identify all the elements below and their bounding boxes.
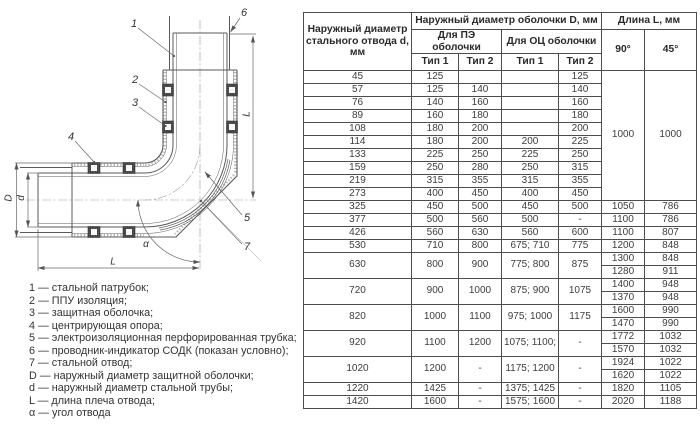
table-header-cell: Наружный диаметр оболочки D, мм bbox=[412, 13, 602, 30]
table-cell: 1000 bbox=[645, 71, 697, 201]
table-cell: 180 bbox=[412, 136, 459, 149]
table-cell: 1200 bbox=[602, 240, 645, 253]
table-cell: 1175 bbox=[559, 305, 602, 331]
table-cell: - bbox=[559, 357, 602, 383]
table-row bbox=[304, 71, 697, 84]
table-cell: 600 bbox=[559, 227, 602, 240]
legend-item bbox=[29, 320, 297, 333]
legend-item bbox=[29, 282, 297, 295]
legend-item bbox=[29, 382, 297, 395]
table-cell: 1400 bbox=[602, 279, 645, 292]
table-cell: 140 bbox=[459, 84, 502, 97]
table-cell: 948 bbox=[645, 292, 697, 305]
table-cell: 560 bbox=[412, 227, 459, 240]
table-cell: 250 bbox=[412, 162, 459, 175]
table-cell: 1032 bbox=[645, 344, 697, 357]
table-cell: 450 bbox=[412, 201, 459, 214]
table-cell: 355 bbox=[559, 175, 602, 188]
legend-item-desc: — ППУ изоляция; bbox=[35, 294, 128, 307]
table-cell: 1000 bbox=[459, 279, 502, 305]
table-cell: 948 bbox=[645, 279, 697, 292]
legend-item-key: L bbox=[29, 394, 35, 407]
legend-item-key: d bbox=[29, 382, 36, 395]
legend-item-desc: — стальной патрубок; bbox=[35, 282, 149, 294]
dimensions-table-wrap bbox=[303, 12, 696, 409]
table-cell: 500 bbox=[412, 214, 459, 227]
table-cell: 325 bbox=[304, 201, 412, 214]
table-cell: 76 bbox=[304, 97, 412, 110]
legend-item-key: 7 bbox=[29, 357, 36, 370]
table-header-cell: Тип 1 bbox=[412, 54, 459, 71]
table-row bbox=[304, 396, 697, 409]
legend-item bbox=[29, 407, 297, 420]
table-header-cell: Наружный диаметр стального отвода d, мм bbox=[304, 13, 412, 71]
legend-item bbox=[29, 295, 297, 308]
table-cell: 1020 bbox=[304, 357, 412, 383]
legend-item bbox=[29, 357, 297, 370]
table-header-cell: Тип 2 bbox=[559, 54, 602, 71]
table-cell: 1200 bbox=[459, 331, 502, 357]
table-row bbox=[304, 13, 697, 30]
table-cell: 807 bbox=[645, 227, 697, 240]
legend-item-key: 5 bbox=[29, 332, 36, 345]
legend-item-key: 6 bbox=[29, 344, 36, 357]
table-cell: 1105 bbox=[645, 383, 697, 396]
table-cell: 560 bbox=[459, 214, 502, 227]
table-cell: 1280 bbox=[602, 266, 645, 279]
table-header-cell: 45° bbox=[645, 30, 697, 71]
table-cell bbox=[502, 110, 559, 123]
table-cell: 315 bbox=[559, 162, 602, 175]
legend-item-key: α bbox=[29, 407, 36, 420]
table-cell: 786 bbox=[645, 214, 697, 227]
table-cell: 280 bbox=[459, 162, 502, 175]
table-cell: 1772 bbox=[602, 331, 645, 344]
table-cell bbox=[502, 84, 559, 97]
table-cell: 775 bbox=[559, 240, 602, 253]
legend-item-desc: — центрирующая опора; bbox=[35, 319, 163, 332]
table-cell: 219 bbox=[304, 175, 412, 188]
table-cell: 1575; 1600 bbox=[502, 396, 559, 409]
table-cell: 875; 900 bbox=[502, 279, 559, 305]
dim-label-D: D bbox=[3, 194, 15, 202]
legend-item-key: 3 bbox=[29, 307, 36, 320]
table-row bbox=[304, 279, 697, 292]
callout-4: 4 bbox=[67, 131, 75, 143]
table-cell: 400 bbox=[502, 188, 559, 201]
table-cell: 720 bbox=[304, 279, 412, 305]
callout-2: 2 bbox=[131, 74, 139, 86]
dim-label-d: d bbox=[16, 195, 27, 201]
table-cell: 250 bbox=[559, 149, 602, 162]
table-cell: 820 bbox=[304, 305, 412, 331]
table-cell: 1000 bbox=[602, 71, 645, 201]
table-cell: 426 bbox=[304, 227, 412, 240]
legend-item-desc: — наружный диаметр защитной оболочки; bbox=[36, 369, 254, 382]
table-cell: 1300 bbox=[602, 253, 645, 266]
table-header-cell: Для ПЭ оболочки bbox=[412, 30, 502, 54]
table-cell: 911 bbox=[645, 266, 697, 279]
table-cell: 450 bbox=[559, 188, 602, 201]
table-cell: 900 bbox=[412, 279, 459, 305]
legend-item-desc: — длина плеча отвода; bbox=[34, 394, 155, 407]
table-cell: 500 bbox=[502, 214, 559, 227]
table-row bbox=[304, 201, 697, 214]
legend-item-key: D bbox=[29, 369, 37, 382]
table-cell: 1600 bbox=[602, 305, 645, 318]
table-cell: 140 bbox=[412, 97, 459, 110]
table-cell: 159 bbox=[304, 162, 412, 175]
table-cell: 315 bbox=[412, 175, 459, 188]
table-cell: 1924 bbox=[602, 357, 645, 370]
table-header bbox=[304, 13, 697, 71]
table-row bbox=[304, 357, 697, 370]
table-cell: 355 bbox=[459, 175, 502, 188]
callout-1: 1 bbox=[130, 18, 138, 30]
callout-6: 6 bbox=[240, 7, 248, 19]
legend-item bbox=[29, 345, 297, 358]
table-cell: - bbox=[559, 396, 602, 409]
table-cell: 45 bbox=[304, 71, 412, 84]
dim-label-L-bottom: L bbox=[110, 256, 116, 268]
legend-item bbox=[29, 370, 297, 383]
table-cell: 800 bbox=[412, 253, 459, 279]
table-cell: 990 bbox=[645, 305, 697, 318]
table-cell: 200 bbox=[502, 136, 559, 149]
table-cell: 1425 bbox=[412, 383, 459, 396]
table-cell: 1022 bbox=[645, 370, 697, 383]
table-row bbox=[304, 305, 697, 318]
table-row bbox=[304, 214, 697, 227]
dim-label-alpha: α bbox=[143, 239, 149, 250]
table-header-cell: Длина L, мм bbox=[602, 13, 697, 30]
table-cell: 530 bbox=[304, 240, 412, 253]
table-cell bbox=[502, 123, 559, 136]
table-row bbox=[304, 383, 697, 396]
table-cell: 848 bbox=[645, 253, 697, 266]
table-cell: 400 bbox=[412, 188, 459, 201]
table-cell: - bbox=[559, 383, 602, 396]
table-cell: - bbox=[559, 331, 602, 357]
table-cell: 200 bbox=[459, 123, 502, 136]
table-cell: 1000 bbox=[412, 305, 459, 331]
table-cell: 114 bbox=[304, 136, 412, 149]
table-body bbox=[304, 71, 697, 409]
table-cell: 315 bbox=[502, 175, 559, 188]
table-cell: 1032 bbox=[645, 331, 697, 344]
table-cell: - bbox=[459, 357, 502, 383]
table-cell: 180 bbox=[459, 110, 502, 123]
table-cell: 2020 bbox=[602, 396, 645, 409]
table-header-cell: 90° bbox=[602, 30, 645, 71]
table-header-cell: Тип 1 bbox=[502, 54, 559, 71]
table-row bbox=[304, 227, 697, 240]
table-cell: 560 bbox=[502, 227, 559, 240]
table-cell: 1220 bbox=[304, 383, 412, 396]
table-cell: - bbox=[459, 396, 502, 409]
table-cell: 920 bbox=[304, 331, 412, 357]
table-cell: 1175; 1200 bbox=[502, 357, 559, 383]
table-cell: 848 bbox=[645, 240, 697, 253]
table-cell: 1200 bbox=[412, 357, 459, 383]
table-cell: 710 bbox=[412, 240, 459, 253]
table-cell: - bbox=[459, 383, 502, 396]
table-cell: 500 bbox=[559, 201, 602, 214]
table-cell: - bbox=[559, 214, 602, 227]
table-cell: 133 bbox=[304, 149, 412, 162]
table-cell: 225 bbox=[502, 149, 559, 162]
table-cell: 1050 bbox=[602, 201, 645, 214]
legend-item-desc: — защитная оболочка; bbox=[35, 307, 154, 320]
table-cell: 225 bbox=[559, 136, 602, 149]
table-cell: 900 bbox=[459, 253, 502, 279]
table-cell bbox=[502, 97, 559, 110]
table-row bbox=[304, 240, 697, 253]
table-row bbox=[304, 331, 697, 344]
table-cell: 225 bbox=[412, 149, 459, 162]
legend-item-key: 1 bbox=[29, 282, 36, 294]
table-cell: 1075 bbox=[559, 279, 602, 305]
table-cell: 250 bbox=[502, 162, 559, 175]
table-cell: 990 bbox=[645, 318, 697, 331]
dim-label-L-right: L bbox=[241, 111, 253, 117]
table-cell: 160 bbox=[459, 97, 502, 110]
table-cell: 630 bbox=[304, 253, 412, 279]
table-cell: 1100 bbox=[602, 227, 645, 240]
table-cell bbox=[502, 71, 559, 84]
legend-item bbox=[29, 395, 297, 408]
callout-leaders bbox=[75, 18, 242, 244]
table-cell: 140 bbox=[559, 84, 602, 97]
table-cell: 1570 bbox=[602, 344, 645, 357]
table-cell: 160 bbox=[412, 110, 459, 123]
table-cell: 1022 bbox=[645, 357, 697, 370]
table-cell: 250 bbox=[459, 149, 502, 162]
table-cell: 89 bbox=[304, 110, 412, 123]
table-cell: 1075; 1100; bbox=[502, 331, 559, 357]
table-cell: 200 bbox=[559, 123, 602, 136]
table-cell: 1100 bbox=[459, 305, 502, 331]
table-cell: 125 bbox=[559, 71, 602, 84]
table-cell: 1188 bbox=[645, 396, 697, 409]
callout-5: 5 bbox=[243, 212, 251, 224]
callout-7: 7 bbox=[243, 241, 251, 253]
legend-item bbox=[29, 332, 297, 345]
table-cell: 1100 bbox=[602, 214, 645, 227]
legend-item bbox=[29, 307, 297, 320]
legend-item-desc: — проводник-индикатор СОДК (показан условно); bbox=[35, 344, 289, 357]
table-header-cell: Для ОЦ оболочки bbox=[502, 30, 602, 54]
table-cell: 1420 bbox=[304, 396, 412, 409]
table-cell: 160 bbox=[559, 97, 602, 110]
legend-item-key: 2 bbox=[29, 294, 36, 307]
table-cell: 108 bbox=[304, 123, 412, 136]
table-cell: 1620 bbox=[602, 370, 645, 383]
table-cell: 200 bbox=[459, 136, 502, 149]
legend-item-desc: — угол отвода bbox=[35, 407, 111, 420]
legend-item-key: 4 bbox=[29, 319, 36, 332]
table-cell: 975; 1000 bbox=[502, 305, 559, 331]
table-cell: 1820 bbox=[602, 383, 645, 396]
table-cell: 125 bbox=[412, 84, 459, 97]
legend-item-desc: — наружный диаметр стальной трубы; bbox=[35, 382, 233, 395]
table-cell: 1375; 1425 bbox=[502, 383, 559, 396]
table-cell: 500 bbox=[459, 201, 502, 214]
callout-3: 3 bbox=[131, 97, 139, 109]
elbow-drawing bbox=[0, 0, 300, 278]
table-cell: 1470 bbox=[602, 318, 645, 331]
table-cell: 125 bbox=[412, 71, 459, 84]
dimensions-table bbox=[303, 12, 697, 409]
table-cell: 675; 710 bbox=[502, 240, 559, 253]
table-cell: 450 bbox=[459, 188, 502, 201]
table-cell: 875 bbox=[559, 253, 602, 279]
table-cell: 180 bbox=[412, 123, 459, 136]
table-cell: 377 bbox=[304, 214, 412, 227]
table-cell: 57 bbox=[304, 84, 412, 97]
table-row bbox=[304, 253, 697, 266]
table-cell: 273 bbox=[304, 188, 412, 201]
table-cell: 630 bbox=[459, 227, 502, 240]
table-cell: 775; 800 bbox=[502, 253, 559, 279]
table-cell: 450 bbox=[502, 201, 559, 214]
legend-item-desc: — электроизоляционная перфорированная трубка; bbox=[35, 332, 297, 345]
table-header-cell: Тип 2 bbox=[459, 54, 502, 71]
table-cell: 800 bbox=[459, 240, 502, 253]
legend bbox=[29, 282, 297, 420]
table-cell: 1370 bbox=[602, 292, 645, 305]
legend-item-desc: — стальной отвод; bbox=[35, 357, 133, 370]
table-cell: 1600 bbox=[412, 396, 459, 409]
table-cell: 180 bbox=[559, 110, 602, 123]
table-cell: 786 bbox=[645, 201, 697, 214]
table-cell bbox=[459, 71, 502, 84]
table-cell: 1100 bbox=[412, 331, 459, 357]
